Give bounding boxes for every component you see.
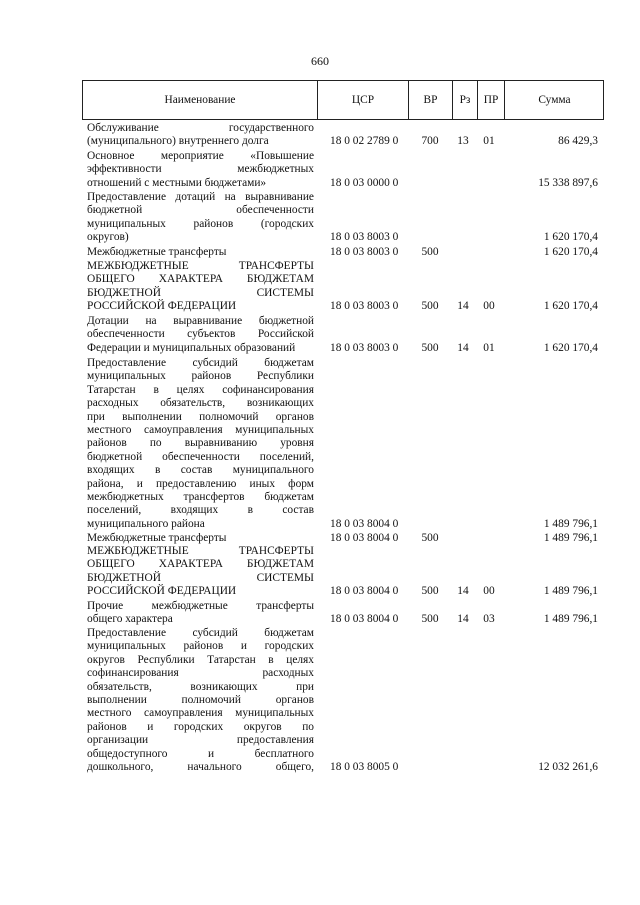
row-vr: 500 bbox=[421, 613, 439, 626]
row-name-line: межбюджетных трансфертов бюджетам bbox=[87, 491, 314, 504]
row-name-line: муниципального района bbox=[87, 517, 205, 530]
row-csr: 18 0 03 0000 0 bbox=[330, 176, 399, 189]
row-name-line: Предоставление субсидий бюджетам bbox=[87, 627, 314, 639]
row-name-line: Дотации на выравнивание бюджетной bbox=[87, 315, 314, 327]
row-name-line: обеспеченности субъектов Российской bbox=[87, 328, 314, 341]
row-name-line: округов) bbox=[87, 231, 129, 244]
row-vr: 500 bbox=[421, 246, 439, 258]
row-name-line: обязательств, возникающих при bbox=[87, 680, 314, 693]
header-name: Наименование bbox=[164, 94, 236, 106]
row-vr: 500 bbox=[421, 300, 439, 313]
header-rz: Рз bbox=[452, 81, 477, 119]
row-name-line: софинансирования расходных bbox=[87, 667, 314, 680]
row-csr: 18 0 03 8004 0 bbox=[330, 517, 399, 530]
row-rz: 14 bbox=[457, 341, 469, 354]
row-name-line: местного самоуправления муниципальных bbox=[87, 424, 314, 437]
row-csr: 18 0 03 8003 0 bbox=[330, 246, 399, 258]
row-name-line: муниципальных районов (городских bbox=[87, 217, 314, 230]
row-name-line: отношений с местными бюджетами» bbox=[87, 176, 267, 189]
row-sum: 1 489 796,1 bbox=[543, 517, 598, 530]
row-rz: 14 bbox=[457, 613, 469, 626]
row-name-line: организации предоставления bbox=[87, 734, 314, 747]
row-name bbox=[87, 260, 314, 314]
row-name-line: Основное мероприятие «Повышение bbox=[87, 150, 314, 162]
row-csr: 18 0 03 8005 0 bbox=[330, 761, 399, 773]
row-name-line: Предоставление субсидий бюджетам bbox=[87, 357, 314, 369]
row-name-line: Межбюджетные трансферты bbox=[87, 532, 227, 544]
row-sum: 1 489 796,1 bbox=[543, 585, 598, 598]
row-name-line: Прочие межбюджетные трансферты bbox=[87, 600, 314, 612]
row-vr: 500 bbox=[421, 585, 439, 598]
row-pr: 01 bbox=[483, 135, 495, 148]
row-name bbox=[87, 191, 314, 245]
page-number: 660 bbox=[311, 54, 329, 68]
row-sum: 12 032 261,6 bbox=[538, 761, 598, 773]
row-name-line: РОССИЙСКОЙ ФЕДЕРАЦИИ bbox=[87, 300, 237, 313]
row-name-line: ОБЩЕГО ХАРАКТЕРА БЮДЖЕТАМ bbox=[87, 273, 314, 286]
row-pr: 03 bbox=[483, 613, 495, 626]
row-name-line: эффективности межбюджетных bbox=[87, 163, 314, 176]
row-name-line: муниципальных районов Республики bbox=[87, 370, 314, 383]
row-sum: 1 489 796,1 bbox=[543, 532, 598, 544]
row-rz: 13 bbox=[457, 135, 469, 148]
row-csr: 18 0 03 8003 0 bbox=[330, 300, 399, 313]
row-name-line: БЮДЖЕТНОЙ СИСТЕМЫ bbox=[87, 571, 314, 584]
row-name-line: Обслуживание государственного bbox=[87, 122, 314, 134]
row-name bbox=[87, 122, 314, 149]
row-sum: 1 620 170,4 bbox=[543, 231, 598, 244]
header-pr: ПР bbox=[477, 81, 504, 119]
row-pr: 00 bbox=[483, 300, 495, 313]
row-name-line: МЕЖБЮДЖЕТНЫЕ ТРАНСФЕРТЫ bbox=[87, 545, 314, 557]
row-sum: 1 620 170,4 bbox=[543, 246, 598, 258]
row-name bbox=[87, 315, 314, 355]
row-csr: 18 0 03 8004 0 bbox=[330, 613, 399, 626]
row-sum: 1 620 170,4 bbox=[543, 341, 598, 354]
row-name-line: общего характера bbox=[87, 613, 173, 626]
row-name-line: расходных обязательств, возникающих bbox=[87, 397, 314, 410]
row-name-line: поселений, входящих в состав bbox=[87, 504, 314, 517]
row-vr: 500 bbox=[421, 341, 439, 354]
row-sum: 1 489 796,1 bbox=[543, 613, 598, 626]
row-name-line: бюджетной обеспеченности bbox=[87, 204, 314, 217]
row-sum: 1 620 170,4 bbox=[543, 300, 598, 313]
header-vr: ВР bbox=[408, 81, 452, 119]
row-name-line: Межбюджетные трансферты bbox=[87, 246, 227, 258]
row-name-line: Федерации и муниципальных образований bbox=[87, 341, 296, 354]
row-name bbox=[87, 246, 314, 259]
row-name-line: района, и предоставлению иных форм bbox=[87, 477, 314, 490]
row-csr: 18 0 03 8003 0 bbox=[330, 231, 399, 244]
header-csr: ЦСР bbox=[317, 81, 408, 119]
row-name-line: бюджетной обеспеченности поселений, bbox=[87, 450, 314, 463]
row-name-line: районов по выравниванию уровня bbox=[87, 437, 314, 450]
row-sum: 86 429,3 bbox=[558, 135, 598, 148]
row-name bbox=[87, 545, 314, 599]
row-pr: 01 bbox=[483, 341, 495, 354]
row-name-line: общедоступного и бесплатного bbox=[87, 747, 314, 760]
header-sum: Сумма bbox=[504, 81, 604, 119]
row-name bbox=[87, 600, 314, 627]
row-name bbox=[87, 357, 314, 531]
row-csr: 18 0 03 8004 0 bbox=[330, 585, 399, 598]
row-name bbox=[87, 150, 314, 190]
row-name bbox=[87, 627, 314, 774]
row-name-line: дошкольного, начального общего, bbox=[87, 761, 314, 774]
row-name bbox=[87, 532, 314, 545]
row-vr: 500 bbox=[421, 532, 439, 544]
row-name-line: МЕЖБЮДЖЕТНЫЕ ТРАНСФЕРТЫ bbox=[87, 260, 314, 272]
row-csr: 18 0 03 8003 0 bbox=[330, 341, 399, 354]
row-name-line: муниципальных районов и городских bbox=[87, 640, 314, 653]
row-name-line: (муниципального) внутреннего долга bbox=[87, 135, 269, 148]
row-pr: 00 bbox=[483, 585, 495, 598]
row-name-line: выполнении полномочий органов bbox=[87, 694, 314, 707]
row-name-line: ОБЩЕГО ХАРАКТЕРА БЮДЖЕТАМ bbox=[87, 558, 314, 571]
row-name-line: входящих в состав муниципального bbox=[87, 464, 314, 477]
row-name-line: Татарстан в целях софинансирования bbox=[87, 383, 314, 396]
row-name-line: при выполнении полномочий органов bbox=[87, 410, 314, 423]
row-name-line: местного самоуправления муниципальных bbox=[87, 707, 314, 720]
row-csr: 18 0 03 8004 0 bbox=[330, 532, 399, 544]
row-rz: 14 bbox=[457, 585, 469, 598]
row-csr: 18 0 02 2789 0 bbox=[330, 135, 399, 148]
row-name-line: РОССИЙСКОЙ ФЕДЕРАЦИИ bbox=[87, 585, 237, 598]
row-name-line: БЮДЖЕТНОЙ СИСТЕМЫ bbox=[87, 286, 314, 299]
row-name-line: районов и городских округов по bbox=[87, 720, 314, 733]
row-name-line: округов Республики Татарстан в целях bbox=[87, 653, 314, 666]
row-vr: 700 bbox=[421, 135, 439, 148]
table-header bbox=[82, 80, 604, 120]
row-name-line: Предоставление дотаций на выравнивание bbox=[87, 191, 314, 203]
row-rz: 14 bbox=[457, 300, 469, 313]
row-sum: 15 338 897,6 bbox=[538, 176, 598, 189]
